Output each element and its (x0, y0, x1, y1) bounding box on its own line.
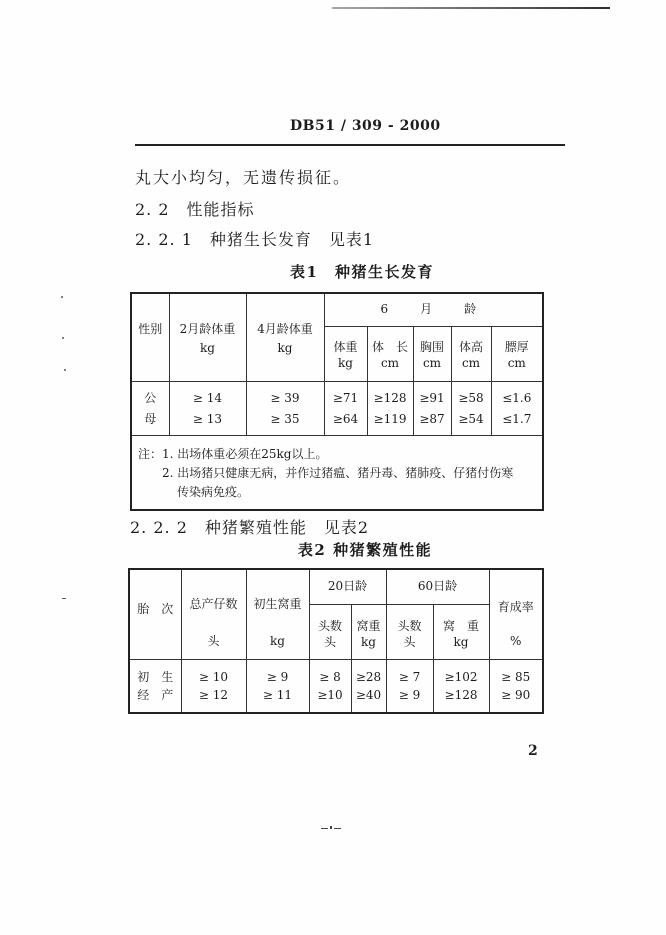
cell-value: ≥91 (413, 381, 451, 408)
header-sex-label: 性别 (138, 322, 163, 336)
footer-mark-stroke (334, 828, 341, 829)
header-20d-litter-weight (351, 604, 386, 659)
section-heading-2-2-1: 2. 2. 1 种猪生长发育 见表1 (135, 230, 375, 249)
header-unit: kg (338, 355, 353, 370)
cell-value: ≥ 13 (169, 408, 246, 435)
header-unit: kg (277, 341, 293, 355)
table-row (129, 659, 543, 686)
header-label: 窝 重 (442, 618, 479, 633)
cell-value: ≥ 11 (246, 686, 309, 713)
table-1-caption: 表1 种猪生长发育 (290, 263, 434, 281)
section-heading-2-2: 2. 2 性能指标 (135, 200, 255, 219)
header-label: 体高 (458, 339, 483, 354)
scan-artifact-line (332, 7, 610, 9)
cell-value: ≥10 (309, 686, 351, 713)
cell-value: ≥ 8 (309, 659, 351, 686)
table-row (129, 686, 543, 713)
header-60d-litter-weight (433, 604, 489, 659)
header-60d-count (386, 604, 433, 659)
scan-speck (64, 369, 66, 371)
header-6m-backfat (491, 326, 543, 381)
header-label: 胎 次 (137, 602, 174, 616)
table-notes-row (131, 435, 543, 510)
header-2m-weight (169, 293, 246, 381)
header-label: 2月龄体重 (179, 322, 236, 336)
cell-value: ≥64 (324, 408, 367, 435)
table-reproduction (128, 568, 544, 714)
header-group-label: 20日龄 (327, 579, 368, 594)
cell-value: ≥119 (367, 408, 413, 435)
cell-value: ≥87 (413, 408, 451, 435)
table-header-row (129, 569, 543, 604)
header-6-months-group (324, 293, 543, 326)
header-unit: kg (361, 634, 376, 649)
table-row (131, 381, 543, 408)
header-label: 总产仔数 (189, 596, 238, 611)
header-label: 体重 (333, 339, 358, 354)
header-unit: kg (270, 633, 285, 648)
section-heading-2-2-2: 2. 2. 2 种猪繁殖性能 见表2 (130, 518, 370, 537)
header-label: 头数 (317, 618, 342, 633)
header-unit: kg (453, 634, 469, 649)
cell-value: ≥58 (451, 381, 491, 408)
scan-speck (62, 598, 66, 599)
header-label: 育成率 (497, 599, 534, 614)
cell-value: ≥ 35 (246, 408, 324, 435)
footer-mark-stroke (330, 826, 332, 829)
cell-sex: 母 (131, 408, 169, 435)
header-group-label: 60日龄 (417, 579, 458, 594)
cell-value: ≥71 (324, 381, 367, 408)
cell-value: ≥ 12 (181, 686, 246, 713)
scan-speck (62, 337, 64, 339)
cell-value: ≤1.7 (491, 408, 543, 435)
header-label: 体 长 (371, 339, 408, 354)
table-growth (130, 292, 544, 511)
cell-value: ≥128 (367, 381, 413, 408)
header-60-days-group (386, 569, 489, 604)
header-parity (129, 569, 181, 659)
header-6m-body-length (367, 326, 413, 381)
note-line: 2. 出场猪只健康无病，并作过猪瘟、猪丹毒、猪肺疫、仔猪付伤寒 (162, 465, 514, 480)
header-20d-count (309, 604, 351, 659)
cell-value: ≥ 90 (489, 686, 543, 713)
scan-speck (61, 296, 63, 298)
cell-parity: 初 生 (129, 659, 181, 686)
note-line: 注：1. 出场体重必须在25kg以上。 (138, 446, 328, 461)
cell-value: ≤1.6 (491, 381, 543, 408)
table-header-row (131, 293, 543, 326)
header-label: 头数 (397, 618, 422, 633)
cell-value: ≥40 (351, 686, 386, 713)
cell-value: ≥ 14 (169, 381, 246, 408)
footer-scan-mark (321, 826, 341, 830)
table-row (131, 408, 543, 435)
header-unit: % (510, 633, 522, 648)
header-6m-weight (324, 326, 367, 381)
header-unit: 头 (323, 634, 336, 649)
header-unit: kg (200, 341, 215, 355)
header-unit: cm (380, 355, 400, 370)
header-rule (135, 144, 565, 146)
document-code: DB51 / 309 - 2000 (290, 118, 441, 134)
header-6m-height (451, 326, 491, 381)
header-label: 初生窝重 (253, 596, 302, 611)
cell-value: ≥28 (351, 659, 386, 686)
header-label: 4月龄体重 (257, 322, 313, 336)
page-number: 2 (528, 743, 538, 759)
cell-value: ≥ 39 (246, 381, 324, 408)
header-unit: 头 (207, 633, 220, 648)
cell-parity: 经 产 (129, 686, 181, 713)
header-label: 膘厚 (504, 339, 529, 354)
footer-mark-stroke (321, 828, 328, 829)
table-2-caption: 表2 种猪繁殖性能 (297, 541, 433, 559)
header-sex (131, 293, 169, 381)
cell-sex: 公 (131, 381, 169, 408)
header-label: 窝重 (356, 618, 381, 633)
header-unit: cm (422, 355, 442, 370)
header-rearing-rate (489, 569, 543, 659)
cell-value: ≥ 9 (386, 686, 433, 713)
cell-value: ≥128 (433, 686, 489, 713)
header-birth-litter-weight (246, 569, 309, 659)
cell-value: ≥54 (451, 408, 491, 435)
cell-value: ≥ 85 (489, 659, 543, 686)
header-unit: cm (507, 355, 526, 370)
cell-value: ≥102 (433, 659, 489, 686)
header-group-label: 6 月 龄 (380, 302, 487, 317)
continuation-line: 丸大小均匀，无遗传损征。 (135, 168, 352, 187)
cell-value: ≥ 7 (386, 659, 433, 686)
header-unit: 头 (403, 634, 416, 649)
header-20-days-group (309, 569, 386, 604)
header-4m-weight (246, 293, 324, 381)
table-notes (131, 435, 543, 510)
cell-value: ≥ 10 (181, 659, 246, 686)
note-line: 传染病免疫。 (177, 484, 250, 499)
header-label: 胸围 (419, 339, 444, 354)
header-unit: cm (461, 355, 481, 370)
cell-value: ≥ 9 (246, 659, 309, 686)
header-total-born (181, 569, 246, 659)
header-6m-chest (413, 326, 451, 381)
